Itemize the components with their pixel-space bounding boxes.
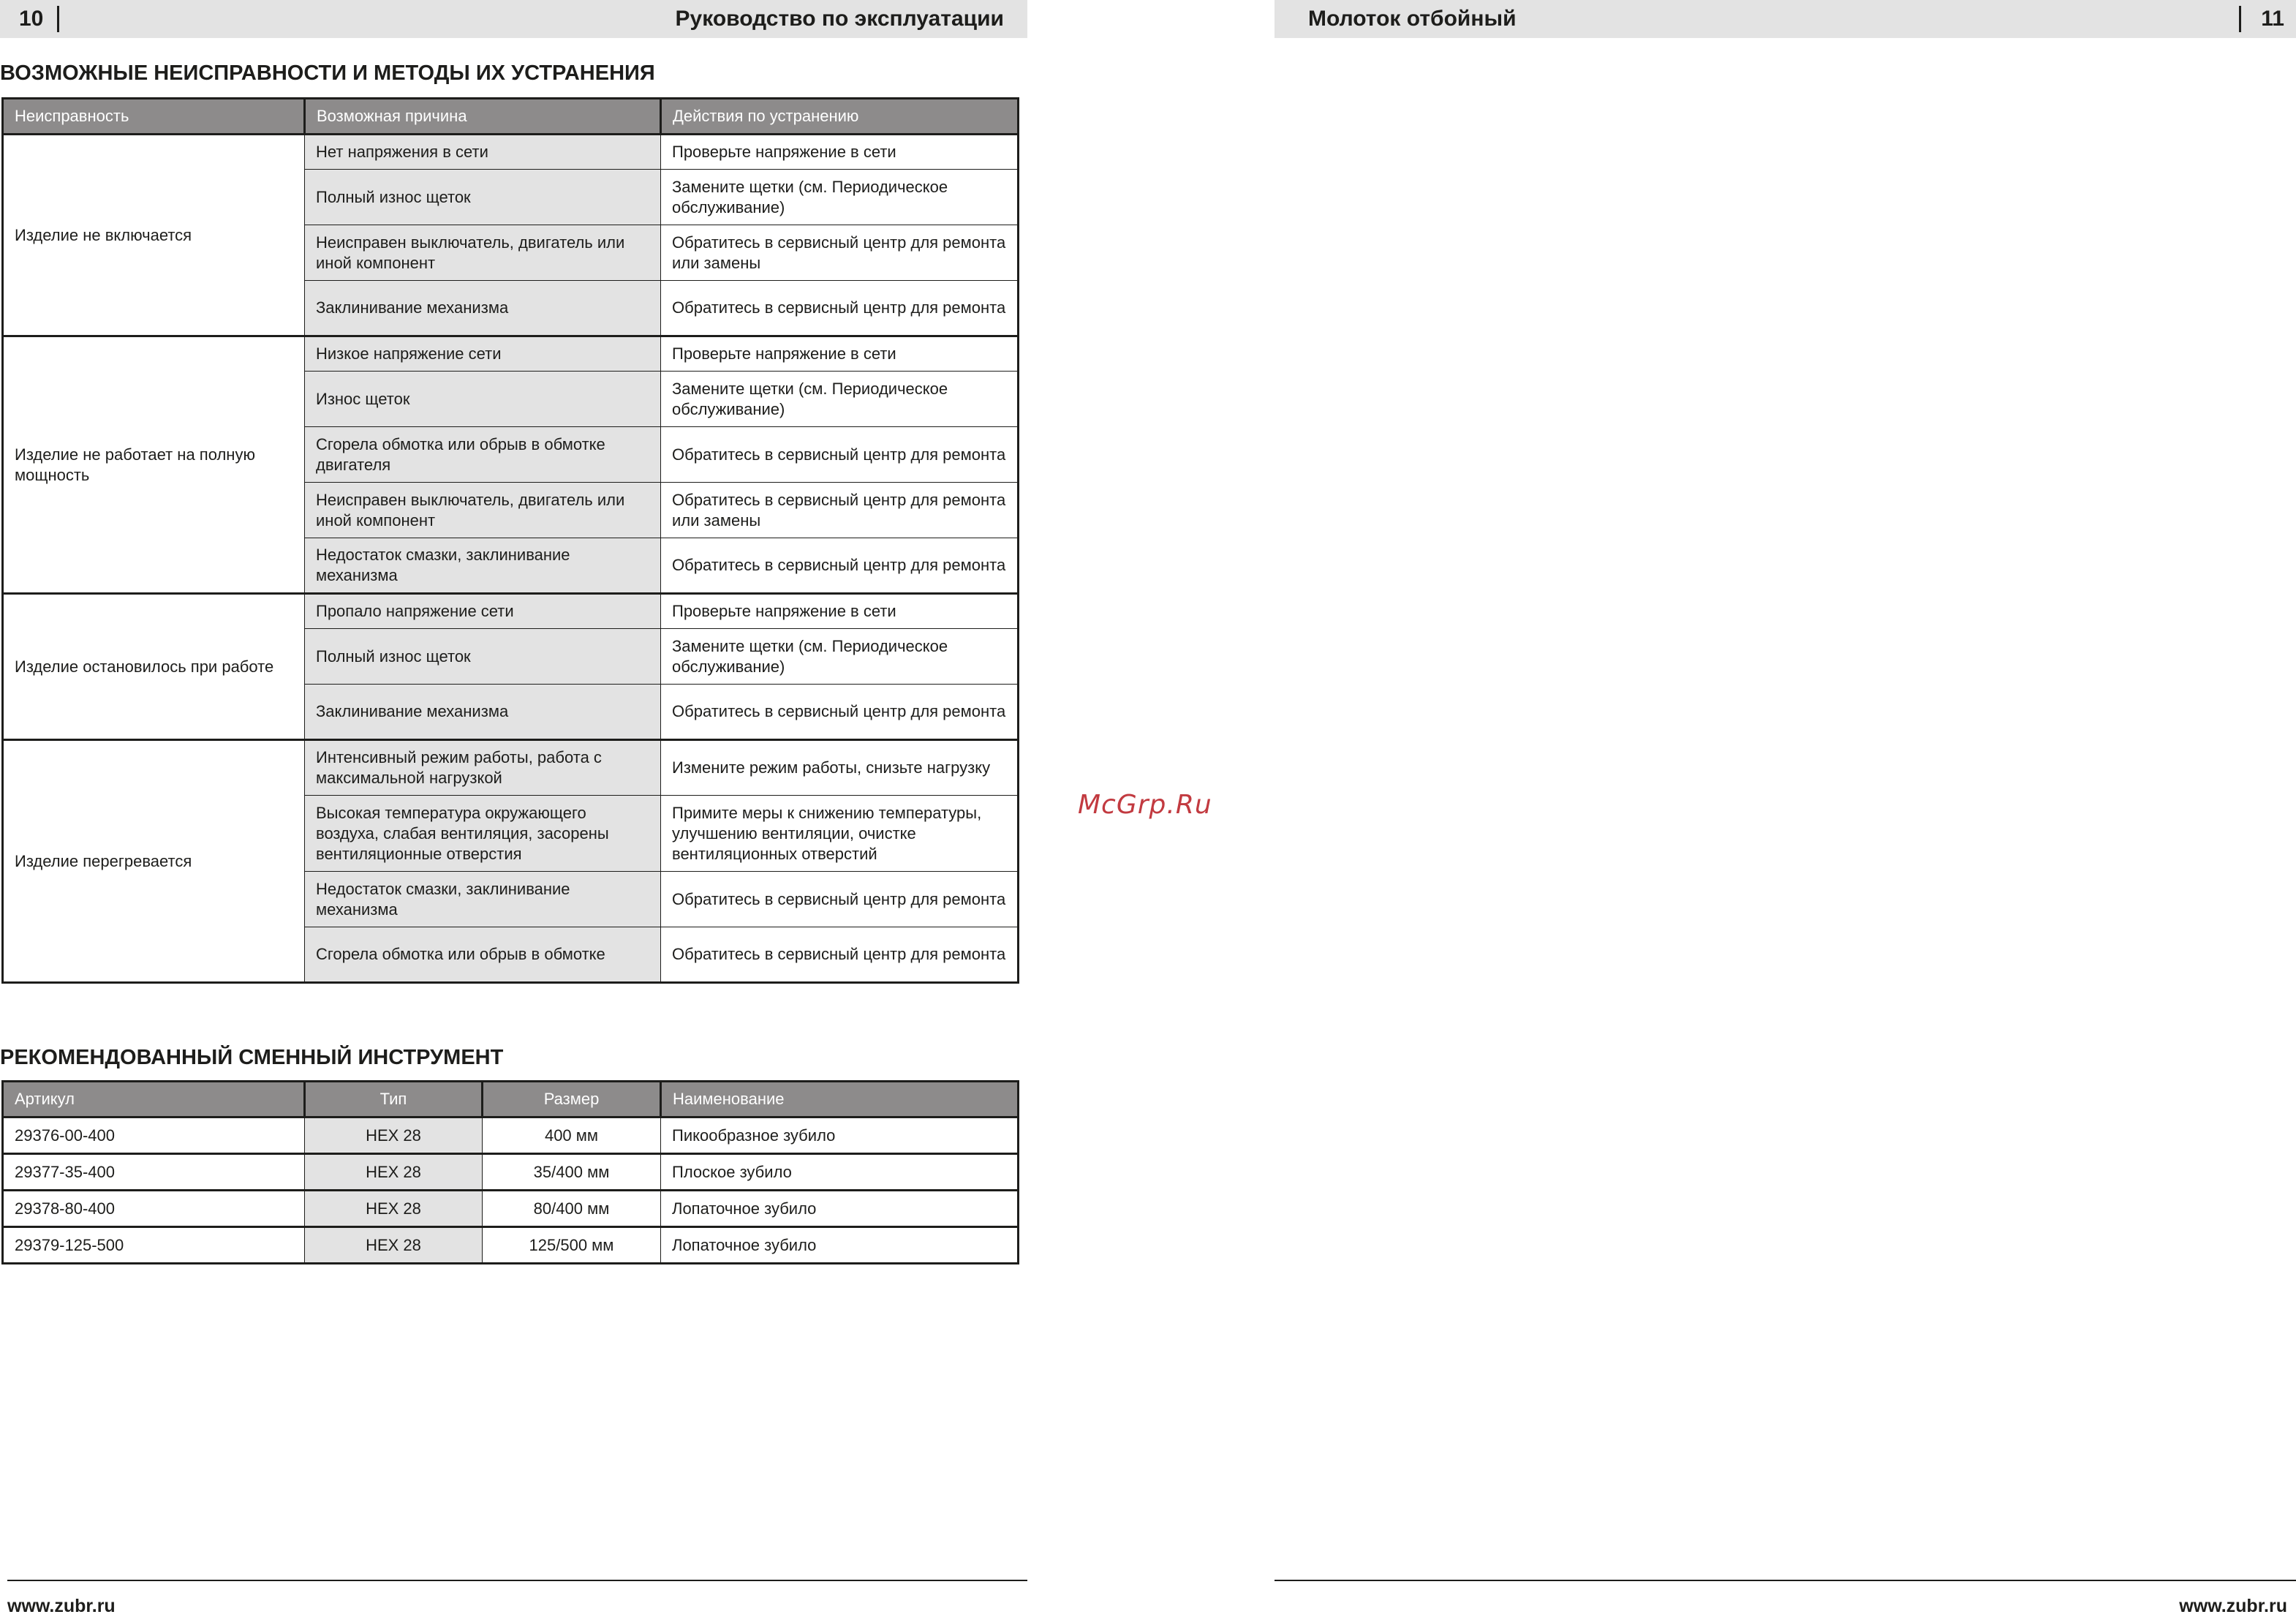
cause-cell: Пропало напряжение сети [305, 594, 661, 629]
tool-name-cell: Лопаточное зубило [661, 1191, 1019, 1227]
cause-cell: Интенсивный режим работы, работа с максимальной нагрузкой [305, 740, 661, 796]
table-row [3, 1154, 1019, 1191]
faults-section-title: ВОЗМОЖНЫЕ НЕИСПРАВНОСТИ И МЕТОДЫ ИХ УСТРАНЕНИЯ [0, 61, 655, 85]
action-cell: Замените щетки (см. Периодическое обслуживание) [661, 372, 1019, 427]
cause-cell: Недостаток смазки, заклинивание механизма [305, 538, 661, 594]
action-cell: Обратитесь в сервисный центр для ремонта [661, 281, 1019, 336]
watermark: McGrp.Ru [1078, 790, 1212, 820]
right-footer-rule [1274, 1580, 2296, 1581]
cause-cell: Низкое напряжение сети [305, 336, 661, 372]
tool-size-cell: 400 мм [483, 1117, 661, 1154]
table-row [3, 740, 1019, 796]
cause-cell: Недостаток смазки, заклинивание механизма [305, 872, 661, 927]
right-page-title: Молоток отбойный [1308, 7, 1517, 31]
action-cell: Обратитесь в сервисный центр для ремонта [661, 538, 1019, 594]
right-page-header [1274, 0, 2296, 38]
table-row [3, 336, 1019, 372]
fault-cell: Изделие перегревается [3, 740, 305, 983]
action-cell: Обратитесь в сервисный центр для ремонта [661, 927, 1019, 983]
left-footer-rule [7, 1580, 1027, 1581]
tool-type-cell: HEX 28 [305, 1227, 483, 1264]
tools-section-title: РЕКОМЕНДОВАННЫЙ СМЕННЫЙ ИНСТРУМЕНТ [0, 1046, 504, 1069]
right-page-number: 11 [2261, 0, 2284, 38]
faults-header-cause: Возможная причина [305, 99, 661, 135]
cause-cell: Полный износ щеток [305, 170, 661, 225]
table-row [3, 594, 1019, 629]
tool-article-cell: 29378-80-400 [3, 1191, 305, 1227]
tool-article-cell: 29377-35-400 [3, 1154, 305, 1191]
action-cell: Проверьте напряжение в сети [661, 336, 1019, 372]
cause-cell: Неисправен выключатель, двигатель или иной компонент [305, 225, 661, 281]
action-cell: Замените щетки (см. Периодическое обслуживание) [661, 170, 1019, 225]
action-cell: Обратитесь в сервисный центр для ремонта [661, 685, 1019, 740]
tools-header-type: Тип [305, 1082, 483, 1117]
left-page-number: 10 [19, 0, 43, 38]
tool-size-cell: 35/400 мм [483, 1154, 661, 1191]
cause-cell: Сгорела обмотка или обрыв в обмотке двигателя [305, 427, 661, 483]
faults-table [1, 97, 1019, 984]
tools-header-row [3, 1082, 1019, 1117]
action-cell: Обратитесь в сервисный центр для ремонта [661, 872, 1019, 927]
tool-size-cell: 80/400 мм [483, 1191, 661, 1227]
cause-cell: Сгорела обмотка или обрыв в обмотке [305, 927, 661, 983]
tools-header-article: Артикул [3, 1082, 305, 1117]
action-cell: Проверьте напряжение в сети [661, 594, 1019, 629]
fault-cell: Изделие не работает на полную мощность [3, 336, 305, 594]
action-cell: Измените режим работы, снизьте нагрузку [661, 740, 1019, 796]
action-cell: Обратитесь в сервисный центр для ремонта [661, 427, 1019, 483]
table-row [3, 1191, 1019, 1227]
tool-article-cell: 29376-00-400 [3, 1117, 305, 1154]
cause-cell: Заклинивание механизма [305, 281, 661, 336]
cause-cell: Заклинивание механизма [305, 685, 661, 740]
right-footer-url[interactable]: www.zubr.ru [2179, 1596, 2287, 1616]
tool-name-cell: Лопаточное зубило [661, 1227, 1019, 1264]
tool-name-cell: Плоское зубило [661, 1154, 1019, 1191]
table-row [3, 1117, 1019, 1154]
fault-cell: Изделие остановилось при работе [3, 594, 305, 740]
left-page-title: Руководство по эксплуатации [675, 7, 1004, 31]
cause-cell: Износ щеток [305, 372, 661, 427]
cause-cell: Нет напряжения в сети [305, 135, 661, 170]
tool-type-cell: HEX 28 [305, 1154, 483, 1191]
table-row [3, 135, 1019, 170]
action-cell: Обратитесь в сервисный центр для ремонта или замены [661, 225, 1019, 281]
cause-cell: Полный износ щеток [305, 629, 661, 685]
cause-cell: Неисправен выключатель, двигатель или иной компонент [305, 483, 661, 538]
tool-size-cell: 125/500 мм [483, 1227, 661, 1264]
faults-header-action: Действия по устранению [661, 99, 1019, 135]
left-footer-url[interactable]: www.zubr.ru [7, 1596, 116, 1616]
tool-type-cell: HEX 28 [305, 1191, 483, 1227]
action-cell: Примите меры к снижению температуры, улучшению вентиляции, очистке вентиляционных отверстий [661, 796, 1019, 872]
faults-header-row [3, 99, 1019, 135]
tool-type-cell: HEX 28 [305, 1117, 483, 1154]
cause-cell: Высокая температура окружающего воздуха, слабая вентиляция, засорены вентиляционные отверстия [305, 796, 661, 872]
action-cell: Обратитесь в сервисный центр для ремонта или замены [661, 483, 1019, 538]
table-row [3, 1227, 1019, 1264]
tools-table [1, 1080, 1019, 1264]
tools-header-name: Наименование [661, 1082, 1019, 1117]
tools-header-size: Размер [483, 1082, 661, 1117]
left-page-header [0, 0, 1027, 38]
tool-name-cell: Пикообразное зубило [661, 1117, 1019, 1154]
action-cell: Замените щетки (см. Периодическое обслуживание) [661, 629, 1019, 685]
action-cell: Проверьте напряжение в сети [661, 135, 1019, 170]
fault-cell: Изделие не включается [3, 135, 305, 336]
tool-article-cell: 29379-125-500 [3, 1227, 305, 1264]
faults-header-fault: Неисправность [3, 99, 305, 135]
